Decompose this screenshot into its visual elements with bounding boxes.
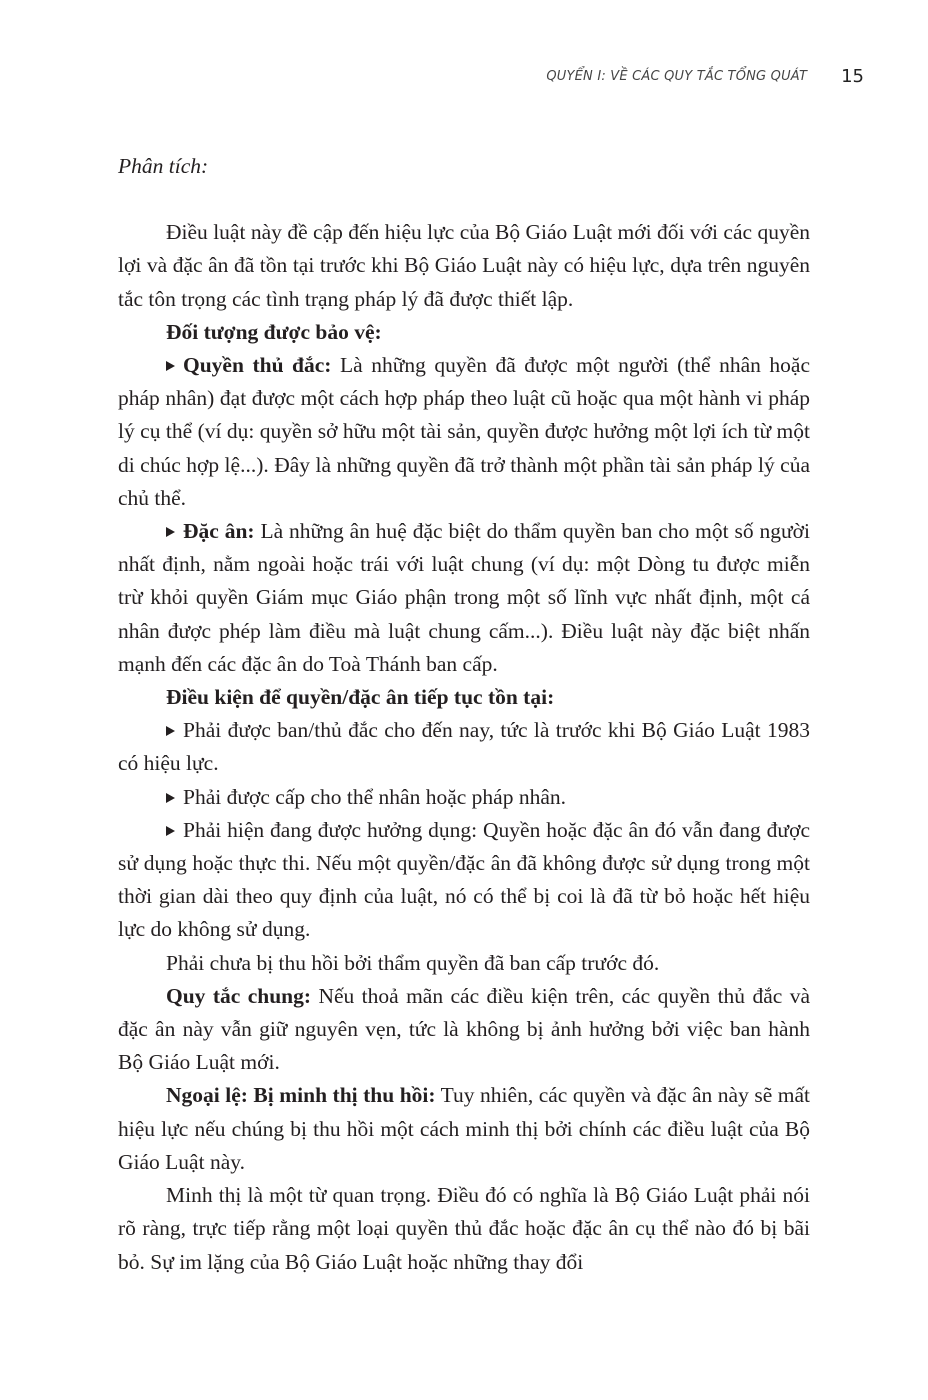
- bullet-paragraph: [118, 814, 810, 947]
- bullet-paragraph: [118, 781, 810, 814]
- running-header: [546, 66, 864, 87]
- paragraph-text: Nếu thoả mãn các điều kiện trên, các quyền thủ đắc và đặc ân này vẫn giữ nguyên vẹn, tức là không bị ảnh hưởng bởi việc ban hành Bộ Giáo Luật mới.: [118, 983, 810, 1075]
- paragraph-text: Phải được cấp cho thể nhân hoặc pháp nhân.: [183, 784, 567, 809]
- triangle-bullet-icon: [166, 726, 175, 736]
- section-title: Phân tích:: [118, 154, 209, 178]
- paragraph-text: Là những ân huệ đặc biệt do thẩm quyền ban cho một số người nhất định, nằm ngoài hoặc trái với luật chung (ví dụ: một Dòng tu được miễn trừ khỏi quyền Giám mục Giáo phận trong một số lĩnh vực nhất định, một cá nhân được phép làm điều mà luật chung cấm...). Điều luật này đặc biệt nhấn mạnh đến các đặc ân do Toà Thánh ban cấp.: [118, 519, 811, 676]
- paragraph-lead: Điều kiện để quyền/đặc ân tiếp tục tồn tại:: [166, 685, 555, 710]
- paragraph-lead: Ngoại lệ: Bị minh thị thu hồi:: [166, 1083, 436, 1108]
- triangle-bullet-icon: [166, 793, 175, 803]
- triangle-bullet-icon: [166, 361, 175, 371]
- paragraph-text: Phải được ban/thủ đắc cho đến nay, tức là trước khi Bộ Giáo Luật 1983 có hiệu lực.: [118, 718, 810, 776]
- paragraph: [118, 947, 810, 980]
- paragraph: [118, 1179, 810, 1279]
- bullet-paragraph: [118, 714, 810, 780]
- paragraph-text: Phải chưa bị thu hồi bởi thẩm quyền đã ban cấp trước đó.: [166, 950, 660, 975]
- bullet-paragraph: [118, 515, 810, 681]
- paragraph-text: Tuy nhiên, các quyền và đặc ân này sẽ mất hiệu lực nếu chúng bị thu hồi một cách minh thị bởi chính các điều luật của Bộ Giáo Luật này.: [118, 1083, 810, 1174]
- page-body: [118, 150, 810, 1279]
- paragraph-lead: Quy tắc chung:: [166, 983, 312, 1008]
- page-number: 15: [841, 66, 864, 87]
- paragraph-text: Điều luật này đề cập đến hiệu lực của Bộ Giáo Luật mới đối với các quyền lợi và đặc ân đã tồn tại trước khi Bộ Giáo Luật này có hiệu lực, dựa trên nguyên tắc tôn trọng các tình trạng pháp lý đã được thiết lập.: [118, 220, 810, 311]
- paragraph: [118, 1079, 810, 1179]
- paragraph-text: Minh thị là một từ quan trọng. Điều đó có nghĩa là Bộ Giáo Luật phải nói rõ ràng, trực tiếp rằng một loại quyền thủ đắc hoặc đặc ân cụ thể nào đó bị bãi bỏ. Sự im lặng của Bộ Giáo Luật hoặc những thay đổi: [118, 1183, 810, 1274]
- paragraph: [118, 681, 810, 714]
- paragraph-lead: Đối tượng được bảo vệ:: [166, 319, 382, 344]
- triangle-bullet-icon: [166, 527, 175, 537]
- paragraph-text: Là những quyền đã được một người (thể nhân hoặc pháp nhân) đạt được một cách hợp pháp theo luật cũ hoặc qua một hành vi pháp lý cụ thể (ví dụ: quyền sở hữu một tài sản, quyền được hưởng một lợi ích từ một di chúc hợp lệ...). Đây là những quyền đã trở thành một phần tài sản pháp lý của chủ thể.: [118, 353, 810, 510]
- paragraphs: [118, 216, 810, 1279]
- bullet-paragraph: [118, 349, 810, 515]
- paragraph-text: Phải hiện đang được hưởng dụng: Quyền hoặc đặc ân đó vẫn đang được sử dụng hoặc thực thi. Nếu một quyền/đặc ân đã không được sử dụng trong một thời gian dài theo quy định của luật, nó có thể bị coi là đã từ bỏ hoặc hết hiệu lực do không sử dụng.: [118, 817, 810, 942]
- paragraph: [118, 980, 810, 1080]
- paragraph: [118, 316, 810, 349]
- paragraph-lead: Quyền thủ đắc:: [183, 353, 332, 378]
- running-title: QUYỂN I: VỀ CÁC QUY TẮC TỔNG QUÁT: [546, 69, 808, 84]
- paragraph-lead: Đặc ân:: [183, 519, 255, 544]
- paragraph: [118, 216, 810, 316]
- triangle-bullet-icon: [166, 826, 175, 836]
